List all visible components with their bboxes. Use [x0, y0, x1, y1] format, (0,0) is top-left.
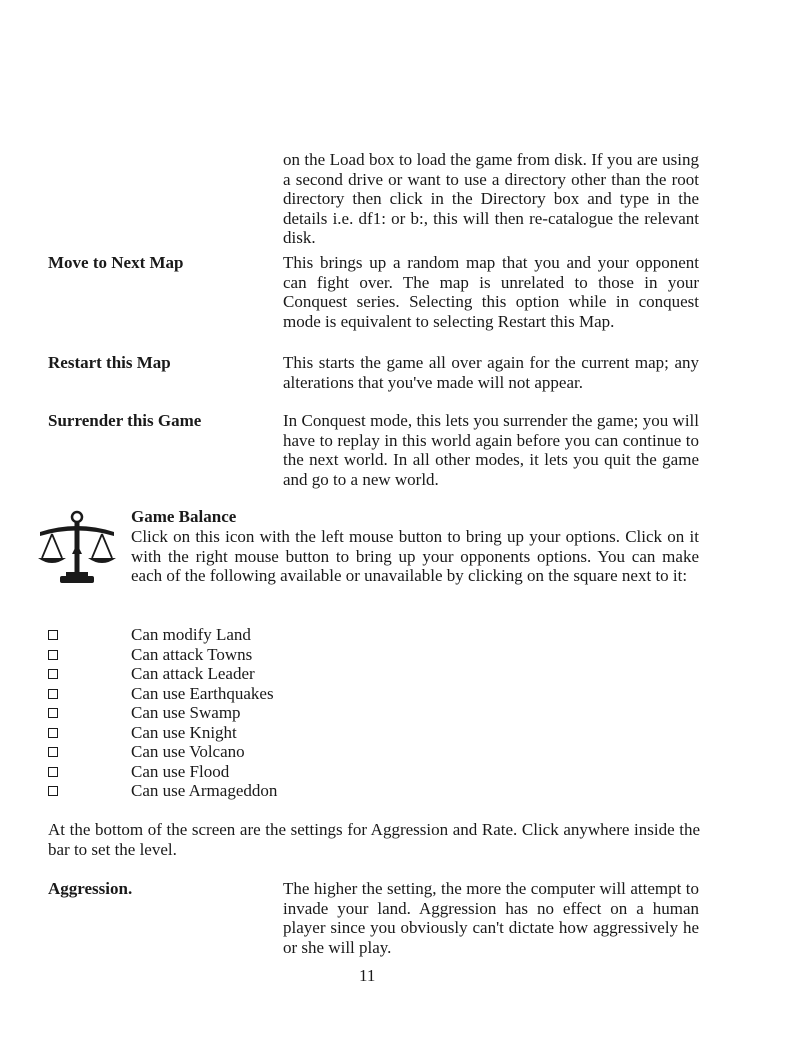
- option-checkbox[interactable]: [48, 786, 58, 796]
- option-checkbox[interactable]: [48, 747, 58, 757]
- load-box-continuation-text: on the Load box to load the game from disk. If you are using a second drive or want to use a directory other than the root directory then click in the Directory box and type in the details i.e. df1: or b:, this will then re-catalogue the relevant disk.: [283, 150, 699, 247]
- option-label: Can use Armageddon: [131, 781, 278, 800]
- option-row: [0, 742, 400, 762]
- desc-restart-this-map: This starts the game all over again for the current map; any alterations that you've made will not appear.: [283, 353, 699, 392]
- option-label: Can use Earthquakes: [131, 683, 274, 703]
- settings-note: At the bottom of the screen are the settings for Aggression and Rate. Click anywhere inside the bar to set the level.: [48, 820, 700, 859]
- scales-icon[interactable]: [36, 510, 118, 588]
- option-label: Can use Flood: [131, 761, 230, 781]
- option-label: Can attack Leader: [131, 664, 255, 683]
- desc-aggression: The higher the setting, the more the computer will attempt to invade your land. Aggression has no effect on a human player since you obviously can't dictate how aggressively he or she will play.: [283, 879, 699, 957]
- option-checkbox[interactable]: [48, 708, 58, 718]
- game-balance-title: Game Balance: [131, 507, 237, 526]
- term-restart-this-map: Restart this Map: [48, 353, 171, 372]
- term-surrender-this-game: Surrender this Game: [48, 411, 202, 430]
- option-checkbox[interactable]: [48, 630, 58, 640]
- term-move-to-next-map: Move to Next Map: [48, 253, 184, 272]
- option-checkbox[interactable]: [48, 767, 58, 777]
- option-label: Can modify Land: [131, 625, 251, 644]
- option-checkbox[interactable]: [48, 650, 58, 660]
- option-row: [0, 762, 400, 782]
- option-label: Can use Knight: [131, 722, 237, 742]
- option-row: [0, 723, 400, 743]
- option-checkbox[interactable]: [48, 728, 58, 738]
- desc-move-to-next-map: This brings up a random map that you and your opponent can fight over. The map is unrelated to those in your Conquest series. Selecting this option while in conquest mode is equivalent to selecting Restart this Map.: [283, 253, 699, 331]
- option-checkbox[interactable]: [48, 669, 58, 679]
- option-row: [0, 703, 400, 723]
- option-label: Can use Swamp: [131, 703, 241, 722]
- option-checkbox[interactable]: [48, 689, 58, 699]
- option-row: [0, 664, 400, 684]
- option-row: [0, 625, 400, 645]
- option-row: [0, 645, 400, 665]
- option-row: [0, 781, 400, 801]
- option-label: Can attack Towns: [131, 644, 253, 664]
- desc-surrender-this-game: In Conquest mode, this lets you surrender the game; you will have to replay in this world again before you can continue to the next world. In all other modes, it lets you quit the game and go to a new world.: [283, 411, 699, 489]
- term-aggression: Aggression.: [48, 879, 133, 898]
- game-balance-text: Click on this icon with the left mouse button to bring up your options. Click on it with the right mouse button to bring up your opponents options. You can make each of the following available or unavailable by clicking on the square next to it:: [131, 527, 699, 585]
- page-number: 11: [359, 966, 376, 985]
- option-label: Can use Volcano: [131, 742, 245, 761]
- option-row: [0, 684, 400, 704]
